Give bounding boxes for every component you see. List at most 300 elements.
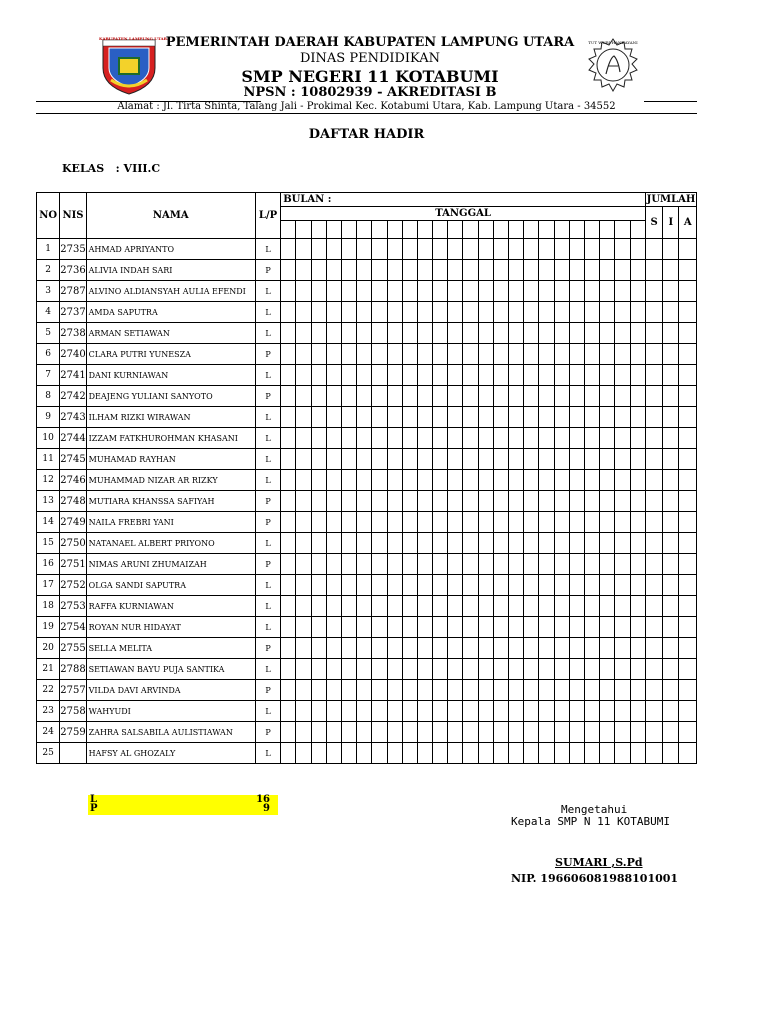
attendance-cell	[463, 491, 478, 512]
col-header-no: NO	[37, 193, 60, 239]
attendance-cell	[524, 365, 539, 386]
attendance-cell	[341, 386, 356, 407]
attendance-cell	[296, 449, 311, 470]
attendance-cell	[615, 260, 630, 281]
attendance-cell	[372, 722, 387, 743]
attendance-cell	[524, 533, 539, 554]
row-nama: RAFFA KURNIAWAN	[86, 596, 255, 617]
attendance-cell	[554, 533, 569, 554]
attendance-cell	[402, 722, 417, 743]
attendance-cell	[357, 470, 372, 491]
attendance-cell	[341, 638, 356, 659]
attendance-cell	[417, 743, 432, 764]
attendance-cell	[600, 680, 615, 701]
attendance-cell	[554, 554, 569, 575]
row-lp: L	[255, 365, 280, 386]
date-header-cell	[387, 221, 402, 239]
attendance-cell	[326, 491, 341, 512]
attendance-cell	[311, 386, 326, 407]
header-npsn: NPSN : 10802939 - AKREDITASI B	[243, 85, 497, 100]
attendance-cell	[478, 533, 493, 554]
attendance-cell	[600, 344, 615, 365]
attendance-cell	[296, 428, 311, 449]
table-row	[37, 239, 697, 260]
attendance-cell	[463, 617, 478, 638]
attendance-cell	[296, 575, 311, 596]
row-no: 14	[37, 512, 60, 533]
attendance-cell	[402, 554, 417, 575]
attendance-cell	[296, 617, 311, 638]
attendance-cell	[463, 260, 478, 281]
attendance-cell	[584, 344, 599, 365]
row-sum-s	[645, 617, 662, 638]
attendance-cell	[357, 533, 372, 554]
attendance-cell	[448, 239, 463, 260]
attendance-cell	[554, 512, 569, 533]
attendance-cell	[387, 386, 402, 407]
row-nis: 2748	[60, 491, 86, 512]
attendance-cell	[524, 575, 539, 596]
attendance-cell	[554, 302, 569, 323]
attendance-cell	[372, 743, 387, 764]
row-nis: 2735	[60, 239, 86, 260]
attendance-cell	[539, 407, 554, 428]
attendance-cell	[448, 596, 463, 617]
row-no: 3	[37, 281, 60, 302]
attendance-cell	[448, 554, 463, 575]
row-nama: DANI KURNIAWAN	[86, 365, 255, 386]
attendance-cell	[539, 659, 554, 680]
attendance-cell	[600, 638, 615, 659]
row-nama: ALIVIA INDAH SARI	[86, 260, 255, 281]
attendance-cell	[569, 428, 584, 449]
attendance-cell	[357, 365, 372, 386]
attendance-cell	[357, 386, 372, 407]
row-lp: P	[255, 554, 280, 575]
attendance-cell	[600, 722, 615, 743]
date-header-cell	[326, 221, 341, 239]
attendance-cell	[569, 743, 584, 764]
attendance-cell	[402, 617, 417, 638]
summary-p-label: P	[90, 803, 98, 814]
attendance-cell	[569, 302, 584, 323]
col-header-nis: NIS	[60, 193, 86, 239]
gender-summary	[88, 795, 278, 815]
attendance-cell	[630, 239, 645, 260]
attendance-cell	[387, 302, 402, 323]
attendance-cell	[417, 575, 432, 596]
attendance-cell	[463, 344, 478, 365]
attendance-cell	[584, 428, 599, 449]
attendance-cell	[584, 596, 599, 617]
attendance-cell	[478, 449, 493, 470]
row-lp: P	[255, 260, 280, 281]
attendance-cell	[584, 323, 599, 344]
row-lp: L	[255, 407, 280, 428]
attendance-cell	[357, 302, 372, 323]
attendance-cell	[463, 722, 478, 743]
attendance-cell	[448, 323, 463, 344]
row-nama: MUHAMMAD NIZAR AR RIZKY	[86, 470, 255, 491]
attendance-cell	[539, 302, 554, 323]
attendance-cell	[463, 239, 478, 260]
attendance-cell	[296, 596, 311, 617]
col-header-jumlah: JUMLAH	[646, 194, 696, 205]
attendance-cell	[584, 407, 599, 428]
attendance-cell	[463, 281, 478, 302]
table-row	[37, 701, 697, 722]
attendance-cell	[554, 344, 569, 365]
row-sum-a	[679, 260, 697, 281]
row-nama: IZZAM FATKHUROHMAN KHASANI	[86, 428, 255, 449]
attendance-cell	[417, 659, 432, 680]
attendance-cell	[448, 680, 463, 701]
date-header-cell	[311, 221, 326, 239]
row-no: 16	[37, 554, 60, 575]
row-sum-s	[645, 638, 662, 659]
row-sum-i	[663, 596, 679, 617]
row-no: 5	[37, 323, 60, 344]
attendance-cell	[600, 512, 615, 533]
row-sum-i	[663, 680, 679, 701]
attendance-cell	[357, 638, 372, 659]
attendance-cell	[387, 743, 402, 764]
attendance-cell	[478, 659, 493, 680]
attendance-cell	[433, 512, 448, 533]
row-nama: ALVINO ALDIANSYAH AULIA EFENDI	[86, 281, 255, 302]
attendance-cell	[630, 449, 645, 470]
header-address: Alamat : Jl. Tirta Shinta, Talang Jali - Prokimal Kec. Kotabumi Utara, Kab. Lampung Utara - 34552	[117, 101, 616, 112]
table-row	[37, 638, 697, 659]
attendance-cell	[493, 575, 508, 596]
attendance-cell	[311, 344, 326, 365]
attendance-cell	[448, 470, 463, 491]
row-lp: L	[255, 449, 280, 470]
attendance-cell	[341, 743, 356, 764]
attendance-cell	[539, 260, 554, 281]
attendance-cell	[569, 575, 584, 596]
row-sum-s	[645, 365, 662, 386]
row-lp: L	[255, 470, 280, 491]
attendance-cell	[630, 554, 645, 575]
date-header-cell	[433, 221, 448, 239]
attendance-cell	[357, 722, 372, 743]
row-lp: L	[255, 596, 280, 617]
attendance-cell	[326, 512, 341, 533]
attendance-cell	[402, 302, 417, 323]
row-sum-a	[679, 554, 697, 575]
attendance-cell	[341, 428, 356, 449]
attendance-cell	[554, 743, 569, 764]
attendance-cell	[372, 701, 387, 722]
attendance-cell	[539, 638, 554, 659]
attendance-cell	[493, 344, 508, 365]
row-lp: P	[255, 512, 280, 533]
attendance-cell	[387, 596, 402, 617]
attendance-cell	[296, 491, 311, 512]
row-no: 9	[37, 407, 60, 428]
attendance-cell	[539, 701, 554, 722]
attendance-cell	[524, 470, 539, 491]
attendance-cell	[539, 365, 554, 386]
attendance-cell	[448, 659, 463, 680]
attendance-cell	[615, 617, 630, 638]
attendance-cell	[478, 260, 493, 281]
row-lp: L	[255, 533, 280, 554]
row-nama: DEAJENG YULIANI SANYOTO	[86, 386, 255, 407]
attendance-cell	[326, 617, 341, 638]
attendance-cell	[463, 449, 478, 470]
attendance-cell	[554, 617, 569, 638]
attendance-cell	[417, 491, 432, 512]
attendance-cell	[630, 680, 645, 701]
attendance-cell	[417, 617, 432, 638]
attendance-cell	[402, 428, 417, 449]
table-row	[37, 617, 697, 638]
attendance-cell	[372, 344, 387, 365]
attendance-cell	[478, 512, 493, 533]
attendance-cell	[478, 386, 493, 407]
attendance-cell	[463, 596, 478, 617]
attendance-cell	[615, 302, 630, 323]
row-sum-i	[663, 239, 679, 260]
row-sum-a	[679, 533, 697, 554]
attendance-cell	[402, 386, 417, 407]
attendance-cell	[524, 680, 539, 701]
attendance-cell	[357, 743, 372, 764]
summary-row-p	[90, 804, 274, 814]
row-sum-a	[679, 323, 697, 344]
attendance-cell	[569, 365, 584, 386]
attendance-cell	[387, 407, 402, 428]
row-sum-i	[663, 344, 679, 365]
attendance-cell	[539, 281, 554, 302]
attendance-cell	[554, 596, 569, 617]
table-row	[37, 428, 697, 449]
attendance-cell	[372, 617, 387, 638]
date-header-cell	[554, 221, 569, 239]
attendance-cell	[524, 512, 539, 533]
attendance-cell	[493, 470, 508, 491]
attendance-cell	[584, 470, 599, 491]
attendance-cell	[493, 533, 508, 554]
attendance-cell	[478, 680, 493, 701]
row-sum-i	[663, 533, 679, 554]
attendance-cell	[326, 638, 341, 659]
attendance-cell	[281, 365, 296, 386]
attendance-cell	[281, 428, 296, 449]
attendance-cell	[478, 617, 493, 638]
row-sum-a	[679, 575, 697, 596]
attendance-cell	[584, 449, 599, 470]
attendance-cell	[311, 554, 326, 575]
attendance-cell	[493, 743, 508, 764]
row-sum-s	[645, 344, 662, 365]
attendance-cell	[357, 407, 372, 428]
attendance-cell	[524, 743, 539, 764]
attendance-cell	[296, 260, 311, 281]
class-label	[62, 162, 160, 175]
attendance-cell	[433, 722, 448, 743]
row-nis: 2750	[60, 533, 86, 554]
attendance-cell	[357, 323, 372, 344]
row-nis: 2744	[60, 428, 86, 449]
attendance-cell	[493, 323, 508, 344]
attendance-cell	[433, 743, 448, 764]
attendance-cell	[539, 596, 554, 617]
attendance-cell	[509, 281, 524, 302]
date-header-cell	[417, 221, 432, 239]
attendance-cell	[539, 722, 554, 743]
attendance-cell	[387, 323, 402, 344]
row-no: 13	[37, 491, 60, 512]
attendance-cell	[402, 281, 417, 302]
attendance-cell	[600, 554, 615, 575]
table-row	[37, 596, 697, 617]
attendance-cell	[372, 554, 387, 575]
row-nama: CLARA PUTRI YUNESZA	[86, 344, 255, 365]
date-header-cell	[615, 221, 630, 239]
date-header-cell	[539, 221, 554, 239]
attendance-cell	[524, 638, 539, 659]
attendance-cell	[509, 470, 524, 491]
attendance-cell	[615, 533, 630, 554]
row-lp: L	[255, 239, 280, 260]
row-sum-a	[679, 407, 697, 428]
attendance-cell	[615, 575, 630, 596]
attendance-cell	[357, 512, 372, 533]
attendance-cell	[630, 512, 645, 533]
table-row	[37, 386, 697, 407]
attendance-cell	[509, 533, 524, 554]
attendance-cell	[281, 659, 296, 680]
attendance-cell	[357, 428, 372, 449]
date-header-cell	[341, 221, 356, 239]
row-sum-s	[645, 743, 662, 764]
attendance-cell	[615, 281, 630, 302]
row-sum-s	[645, 470, 662, 491]
attendance-cell	[357, 596, 372, 617]
row-lp: P	[255, 638, 280, 659]
attendance-cell	[402, 470, 417, 491]
attendance-cell	[600, 659, 615, 680]
table-row	[37, 512, 697, 533]
attendance-cell	[296, 344, 311, 365]
signature-nip: NIP. 196606081988101001	[511, 872, 679, 885]
attendance-cell	[341, 323, 356, 344]
attendance-cell	[433, 449, 448, 470]
attendance-cell	[311, 638, 326, 659]
attendance-cell	[493, 365, 508, 386]
row-sum-a	[679, 239, 697, 260]
row-sum-i	[663, 722, 679, 743]
attendance-cell	[630, 722, 645, 743]
attendance-cell	[296, 365, 311, 386]
attendance-cell	[569, 491, 584, 512]
attendance-cell	[281, 344, 296, 365]
row-nis: 2740	[60, 344, 86, 365]
attendance-cell	[402, 596, 417, 617]
attendance-cell	[372, 491, 387, 512]
header-department: DINAS PENDIDIKAN	[299, 51, 441, 66]
attendance-cell	[615, 701, 630, 722]
attendance-cell	[463, 680, 478, 701]
attendance-cell	[493, 617, 508, 638]
attendance-cell	[311, 575, 326, 596]
attendance-cell	[448, 743, 463, 764]
row-sum-s	[645, 533, 662, 554]
row-nama: VILDA DAVI ARVINDA	[86, 680, 255, 701]
attendance-cell	[281, 617, 296, 638]
attendance-cell	[433, 344, 448, 365]
attendance-cell	[341, 365, 356, 386]
row-nama: MUHAMAD RAYHAN	[86, 449, 255, 470]
row-sum-i	[663, 470, 679, 491]
attendance-cell	[630, 575, 645, 596]
attendance-cell	[417, 680, 432, 701]
attendance-cell	[433, 554, 448, 575]
attendance-cell	[478, 596, 493, 617]
attendance-cell	[448, 575, 463, 596]
attendance-cell	[281, 470, 296, 491]
attendance-cell	[524, 449, 539, 470]
attendance-cell	[417, 281, 432, 302]
signature-acknowledged: Mengetahui	[561, 803, 628, 816]
date-header-cell	[296, 221, 311, 239]
attendance-cell	[417, 386, 432, 407]
table-row	[37, 344, 697, 365]
tut-wuri-handayani-text: TUT WURI HANDAYANI	[588, 40, 638, 45]
attendance-cell	[569, 386, 584, 407]
attendance-cell	[493, 512, 508, 533]
attendance-cell	[463, 701, 478, 722]
attendance-cell	[357, 575, 372, 596]
attendance-cell	[509, 365, 524, 386]
row-nama: AMDA SAPUTRA	[86, 302, 255, 323]
attendance-cell	[554, 575, 569, 596]
col-header-tanggal: TANGGAL	[281, 207, 646, 221]
attendance-cell	[615, 743, 630, 764]
attendance-cell	[448, 533, 463, 554]
attendance-cell	[387, 701, 402, 722]
attendance-cell	[341, 407, 356, 428]
row-lp: L	[255, 575, 280, 596]
attendance-cell	[478, 470, 493, 491]
attendance-cell	[417, 596, 432, 617]
attendance-cell	[554, 470, 569, 491]
attendance-cell	[615, 470, 630, 491]
attendance-cell	[326, 470, 341, 491]
attendance-cell	[463, 575, 478, 596]
row-nama: ROYAN NUR HIDAYAT	[86, 617, 255, 638]
row-nis	[60, 743, 86, 764]
attendance-cell	[402, 449, 417, 470]
attendance-cell	[417, 428, 432, 449]
row-nama: NIMAS ARUNI ZHUMAIZAH	[86, 554, 255, 575]
attendance-cell	[417, 512, 432, 533]
attendance-cell	[311, 617, 326, 638]
row-no: 18	[37, 596, 60, 617]
attendance-cell	[493, 680, 508, 701]
attendance-cell	[554, 281, 569, 302]
attendance-cell	[615, 239, 630, 260]
attendance-cell	[281, 302, 296, 323]
attendance-cell	[402, 260, 417, 281]
attendance-cell	[584, 722, 599, 743]
row-sum-a	[679, 302, 697, 323]
row-sum-s	[645, 596, 662, 617]
attendance-cell	[493, 386, 508, 407]
